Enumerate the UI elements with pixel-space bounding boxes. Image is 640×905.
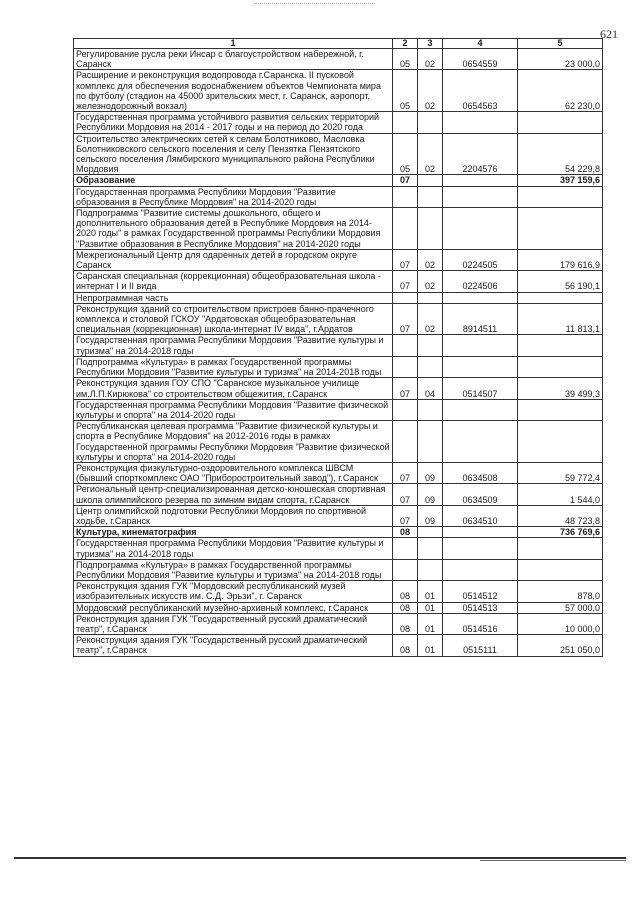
cell-amount: 736 769,6	[518, 527, 603, 538]
cell-amount: 11 813,1	[518, 303, 603, 335]
cell-code	[443, 208, 518, 250]
cell-name: Реконструкция здания ГУК "Государственный русский драматический театр", г.Саранск	[74, 635, 393, 656]
cell-code	[443, 175, 518, 186]
cell-name: Культура, кинематография	[74, 527, 393, 538]
table-row	[74, 613, 603, 634]
cell-code: 0634510	[443, 505, 518, 526]
cell-s: 05	[393, 49, 418, 70]
cell-name: Подпрограмма «Культура» в рамках Государственной программы Республики Мордовия "Развитие культуры и туризма" на 2014-2018 годы	[74, 356, 393, 377]
table-row	[74, 602, 603, 613]
cell-ss: 02	[418, 70, 443, 112]
cell-name: Подпрограмма "Развитие системы дошкольного, общего и дополнительного образования детей в Республике Мордовия на 2014-2020 годы" в рамках Государственной программы Республики Мордовия "Развитие образования в Республике Мордовия" на 2014-2020 годы	[74, 208, 393, 250]
cell-ss	[418, 186, 443, 207]
cell-s	[393, 208, 418, 250]
cell-name: Региональный центр-специализированная детско-юношеская спортивная школа олимпийского резерва по зимним видам спорта, г.Саранск	[74, 484, 393, 505]
cell-ss	[418, 538, 443, 559]
table-row	[74, 356, 603, 377]
header-col-5: 5	[518, 39, 603, 49]
scan-artifact	[255, 3, 375, 6]
cell-code	[443, 292, 518, 303]
cell-amount: 397 159,6	[518, 175, 603, 186]
cell-name: Саранская специальная (коррекционная) общеобразовательная школа - интернат I и II вида	[74, 271, 393, 292]
cell-name: Государственная программа Республики Мордовия "Развитие культуры и туризма" на 2014-2018 годы	[74, 538, 393, 559]
cell-code: 0514507	[443, 378, 518, 399]
cell-name: Межрегиональный Центр для одаренных детей в городском округе Саранск	[74, 249, 393, 270]
cell-s: 08	[393, 613, 418, 634]
table-row	[74, 581, 603, 602]
table-header-row	[74, 39, 603, 49]
cell-amount	[518, 559, 603, 580]
table-row	[74, 505, 603, 526]
cell-s: 07	[393, 271, 418, 292]
cell-amount	[518, 356, 603, 377]
cell-s: 07	[393, 249, 418, 270]
cell-amount: 59 772,4	[518, 462, 603, 483]
cell-s	[393, 559, 418, 580]
cell-s: 07	[393, 175, 418, 186]
table-row	[74, 462, 603, 483]
cell-name: Строительство электрических сетей к селам Болотниково, Масловка Болотниковского сельского поселения и селу Пензятка Пензятского сельского поселения Лямбирского муниципального района Республики Мордовия	[74, 133, 393, 175]
cell-amount: 23 000,0	[518, 49, 603, 70]
table-row	[74, 186, 603, 207]
cell-ss: 09	[418, 505, 443, 526]
cell-name: Республиканская целевая программа "Развитие физической культуры и спорта в Республике Мордовия" на 2012-2016 годы в рамках Государственной программы Республики Мордовия "Развитие физической культуры и спорта" на 2014-2020 годы	[74, 421, 393, 463]
cell-ss	[418, 421, 443, 463]
cell-ss: 02	[418, 271, 443, 292]
cell-s: 07	[393, 462, 418, 483]
cell-s: 08	[393, 602, 418, 613]
table-row	[74, 484, 603, 505]
cell-amount	[518, 186, 603, 207]
cell-ss	[418, 356, 443, 377]
cell-ss: 02	[418, 133, 443, 175]
cell-ss	[418, 175, 443, 186]
cell-s	[393, 292, 418, 303]
cell-amount: 56 190,1	[518, 271, 603, 292]
cell-amount: 57 000,0	[518, 602, 603, 613]
table-row	[74, 399, 603, 420]
cell-amount: 878,0	[518, 581, 603, 602]
cell-amount	[518, 292, 603, 303]
header-col-3: 3	[418, 39, 443, 49]
table-row	[74, 335, 603, 356]
cell-ss	[418, 208, 443, 250]
cell-ss: 01	[418, 602, 443, 613]
cell-name: Центр олимпийской подготовки Республики Мордовия по спортивной ходьбе, г.Саранск	[74, 505, 393, 526]
table-row	[74, 112, 603, 133]
cell-amount: 179 616,9	[518, 249, 603, 270]
cell-s: 08	[393, 581, 418, 602]
cell-name: Расширение и реконструкция водопровода г.Саранска. II пусковой комплекс для обеспечения водоснабжением объектов Чемпионата мира по футболу (стадион на 45000 зрительских мест, г. Саранск, аэропорт, железнодорожный вокзал)	[74, 70, 393, 112]
cell-code: 2204576	[443, 133, 518, 175]
table-row	[74, 49, 603, 70]
cell-code: 0514513	[443, 602, 518, 613]
cell-name: Государственная программа Республики Мордовия "Развитие физической культуры и спорта" на 2014-2020 годы	[74, 399, 393, 420]
cell-name: Подпрограмма «Культура» в рамках Государственной программы Республики Мордовия "Развитие культуры и туризма" на 2014-2018 годы	[74, 559, 393, 580]
cell-ss: 01	[418, 635, 443, 656]
cell-code: 0224505	[443, 249, 518, 270]
cell-name: Государственная программа устойчивого развития сельских территорий Республики Мордовия на 2014 - 2017 годы и на период до 2020 года	[74, 112, 393, 133]
cell-s: 05	[393, 133, 418, 175]
cell-ss: 09	[418, 484, 443, 505]
cell-name: Реконструкция здания ГУК "Мордовский республиканский музей изобразительных искусств им. С.Д. Эрьзи", г. Саранск	[74, 581, 393, 602]
cell-s	[393, 421, 418, 463]
cell-amount	[518, 538, 603, 559]
table-row	[74, 133, 603, 175]
cell-code: 0224506	[443, 271, 518, 292]
header-col-4: 4	[443, 39, 518, 49]
cell-code	[443, 356, 518, 377]
cell-s	[393, 399, 418, 420]
cell-ss: 01	[418, 613, 443, 634]
cell-s: 07	[393, 378, 418, 399]
cell-code	[443, 559, 518, 580]
cell-code	[443, 112, 518, 133]
cell-name: Реконструкция здания ГУК "Государственный русский драматический театр", г.Саранск	[74, 613, 393, 634]
cell-s	[393, 538, 418, 559]
cell-ss: 01	[418, 581, 443, 602]
cell-code	[443, 421, 518, 463]
cell-amount: 48 723,8	[518, 505, 603, 526]
table-row	[74, 175, 603, 186]
cell-name: Реконструкция зданий со строительством пристроев банно-прачечного комплекса и столовой ГСКОУ "Ардатовская общеобразовательная специальная (коррекционная) школа-интернат IV вида", г.Ардатов	[74, 303, 393, 335]
cell-amount: 251 050,0	[518, 635, 603, 656]
cell-ss: 09	[418, 462, 443, 483]
cell-code: 0514516	[443, 613, 518, 634]
cell-amount: 10 000,0	[518, 613, 603, 634]
cell-s	[393, 186, 418, 207]
cell-amount: 62 230,0	[518, 70, 603, 112]
table-row	[74, 635, 603, 656]
table-row	[74, 303, 603, 335]
table-row	[74, 271, 603, 292]
cell-code	[443, 527, 518, 538]
cell-code: 0634508	[443, 462, 518, 483]
cell-s: 07	[393, 484, 418, 505]
cell-name: Реконструкция здания ГОУ СПО "Саранское музыкальное училище им.Л.П.Кирюкова" со строительством общежития, г.Саранск	[74, 378, 393, 399]
table-row	[74, 70, 603, 112]
cell-ss	[418, 335, 443, 356]
table-row	[74, 559, 603, 580]
cell-code	[443, 399, 518, 420]
cell-code	[443, 538, 518, 559]
cell-ss	[418, 112, 443, 133]
cell-ss	[418, 399, 443, 420]
table-row	[74, 378, 603, 399]
cell-ss: 02	[418, 249, 443, 270]
table-row	[74, 421, 603, 463]
cell-name: Реконструкция физкультурно-оздоровительного комплекса ШВСМ (бывший спорткомплекс ОАО "Приборостроительный завод"), г.Саранск	[74, 462, 393, 483]
cell-code: 0514512	[443, 581, 518, 602]
cell-amount	[518, 421, 603, 463]
cell-code	[443, 186, 518, 207]
cell-ss	[418, 559, 443, 580]
cell-amount: 39 499,3	[518, 378, 603, 399]
cell-code: 0654559	[443, 49, 518, 70]
header-col-2: 2	[393, 39, 418, 49]
cell-s: 08	[393, 635, 418, 656]
table-row	[74, 249, 603, 270]
table-row	[74, 292, 603, 303]
cell-amount	[518, 208, 603, 250]
bottom-rule-secondary	[480, 860, 626, 861]
cell-code: 0634509	[443, 484, 518, 505]
cell-ss: 02	[418, 49, 443, 70]
cell-s	[393, 112, 418, 133]
table-row	[74, 208, 603, 250]
cell-name: Государственная программа Республики Мордовия "Развитие культуры и туризма" на 2014-2018 годы	[74, 335, 393, 356]
header-col-1: 1	[74, 39, 393, 49]
cell-s: 08	[393, 527, 418, 538]
cell-name: Государственная программа Республики Мордовия "Развитие образования в Республике Мордовия" на 2014-2020 годы	[74, 186, 393, 207]
cell-ss	[418, 527, 443, 538]
cell-name: Мордовский республиканский музейно-архивный комплекс, г.Саранск	[74, 602, 393, 613]
cell-code: 0515111	[443, 635, 518, 656]
cell-amount	[518, 399, 603, 420]
cell-amount	[518, 335, 603, 356]
cell-name: Непрограммная часть	[74, 292, 393, 303]
cell-code: 0654563	[443, 70, 518, 112]
cell-s: 07	[393, 505, 418, 526]
table-row	[74, 538, 603, 559]
cell-amount	[518, 112, 603, 133]
bottom-rule	[14, 857, 626, 859]
cell-name: Регулирование русла реки Инсар с благоустройством набережной, г. Саранск	[74, 49, 393, 70]
page-number: 621	[600, 27, 618, 41]
cell-s	[393, 356, 418, 377]
cell-ss	[418, 292, 443, 303]
cell-code: 8914511	[443, 303, 518, 335]
cell-s	[393, 335, 418, 356]
cell-code	[443, 335, 518, 356]
cell-ss: 04	[418, 378, 443, 399]
cell-amount: 1 544,0	[518, 484, 603, 505]
cell-name: Образование	[74, 175, 393, 186]
budget-table	[73, 38, 603, 657]
cell-amount: 54 229,8	[518, 133, 603, 175]
table-row	[74, 527, 603, 538]
cell-s: 07	[393, 303, 418, 335]
cell-s: 05	[393, 70, 418, 112]
cell-ss: 02	[418, 303, 443, 335]
